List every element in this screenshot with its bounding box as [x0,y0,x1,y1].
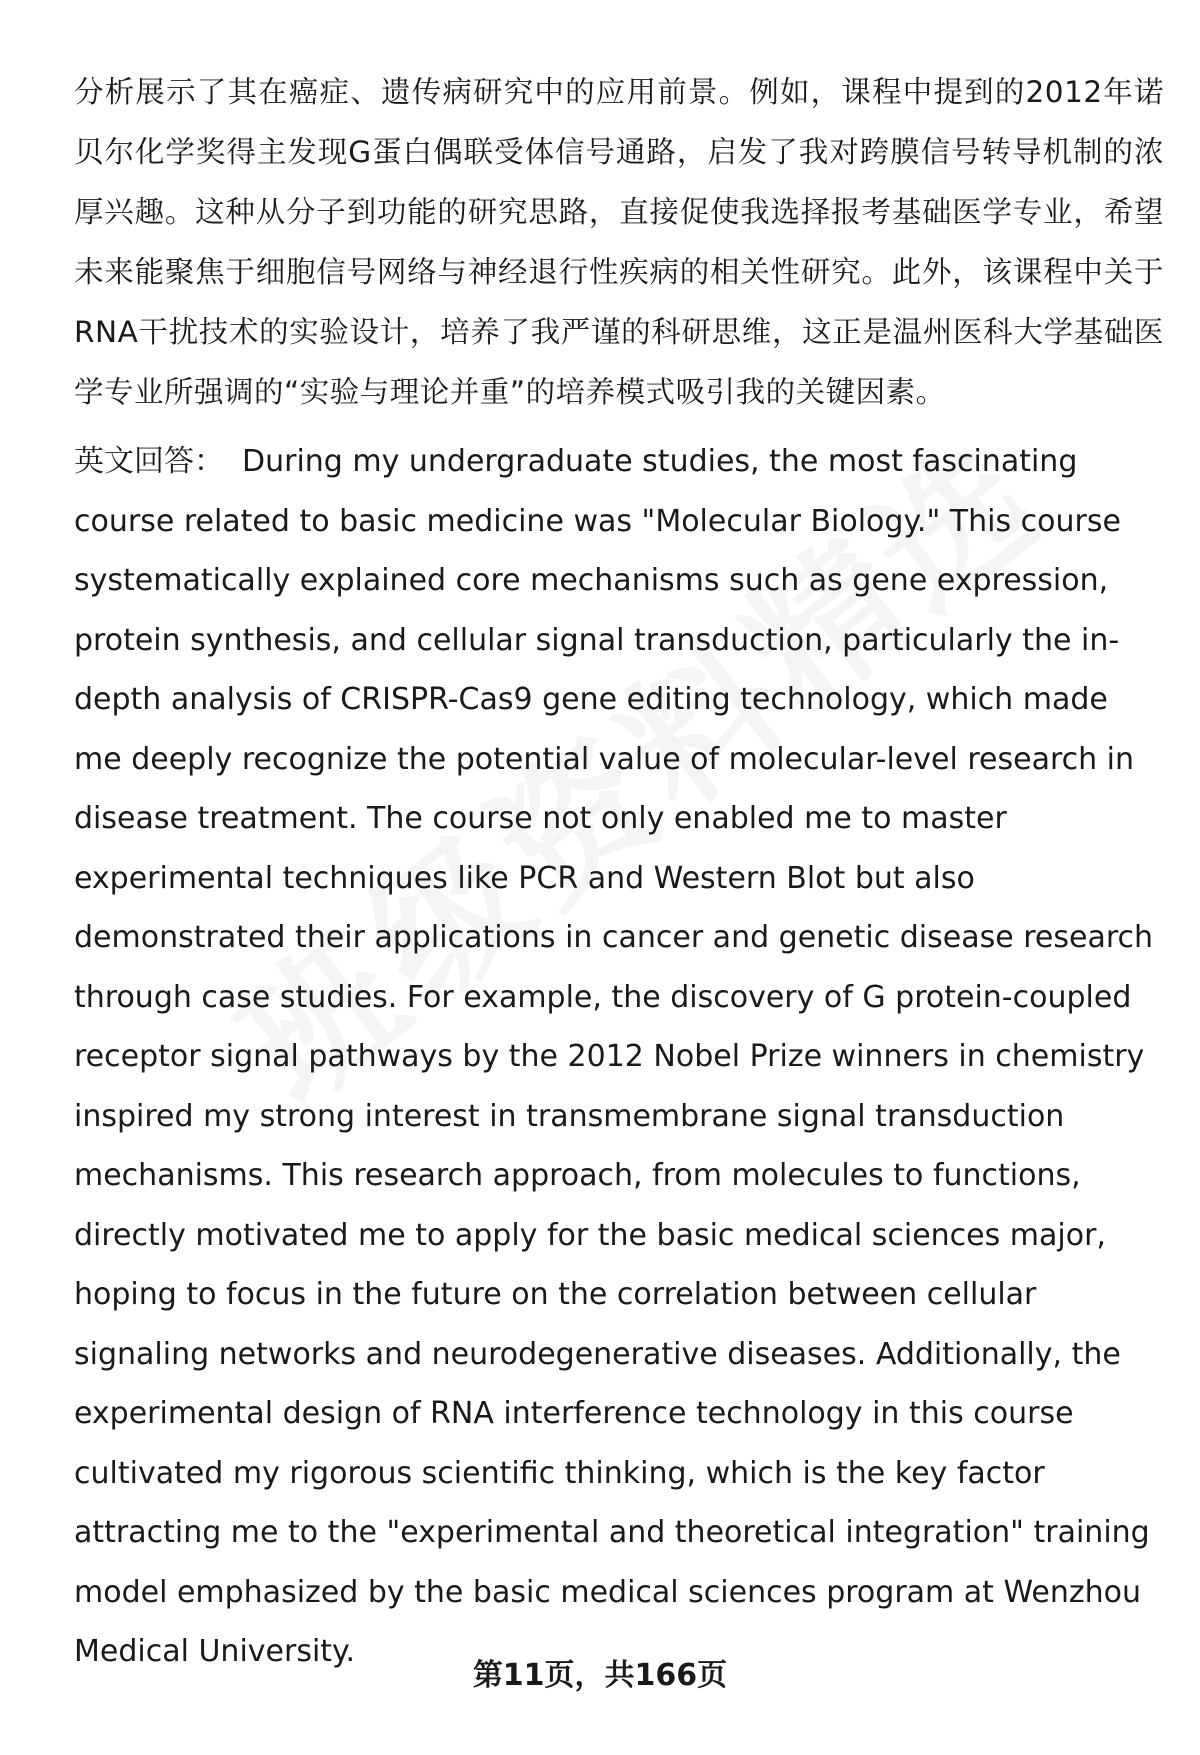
chinese-answer-paragraph: 分析展示了其在癌症、遗传病研究中的应用前景。例如，课程中提到的2012年诺贝尔化学奖得主发现G蛋白偶联受体信号通路，启发了我对跨膜信号转导机制的浓厚兴趣。这种从分子到功能的研究思路，直接促使我选择报考基础医学专业，希望未来能聚焦于细胞信号网络与神经退行性疾病的相关性研究。此外，该课程中关于RNA干扰技术的实验设计，培养了我严谨的科研思维，这正是温州医科大学基础医学专业所强调的“实验与理论并重”的培养模式吸引我的关键因素。 [74,75,1164,409]
page-number-footer: 第11页，共166页 [472,1658,728,1693]
english-answer-label: 英文回答： [74,444,224,479]
document-body [74,62,1164,1682]
english-answer-paragraph [74,432,1164,1682]
english-answer-text: During my undergraduate studies, the most fascinating course related to basic medicine was "Molecular Biology." This course systematically explained core mechanisms such as gene expression, protein synthesis, and cellular signal transduction, particularly the in-depth analysis of CRISPR-Cas9 gene editing technology, which made me deeply recognize the potential value of molecular-level research in disease treatment. The course not only enabled me to master experimental techniques like PCR and Western Blot but also demonstrated their applications in cancer and genetic disease research through case studies. For example, the discovery of G protein-coupled receptor signal pathways by the 2012 Nobel Prize winners in chemistry inspired my strong interest in transmembrane signal transduction mechanisms. This research approach, from molecules to functions, directly motivated me to apply for the basic medical sciences major, hoping to focus in the future on the correlation between cellular signaling networks and neurodegenerative diseases. Additionally, the experimental design of RNA interference technology in this course cultivated my rigorous scientific thinking, which is the key factor attracting me to the "experimental and theoretical integration" training model emphasized by the basic medical sciences program at Wenzhou Medical University. [74,444,1154,1669]
